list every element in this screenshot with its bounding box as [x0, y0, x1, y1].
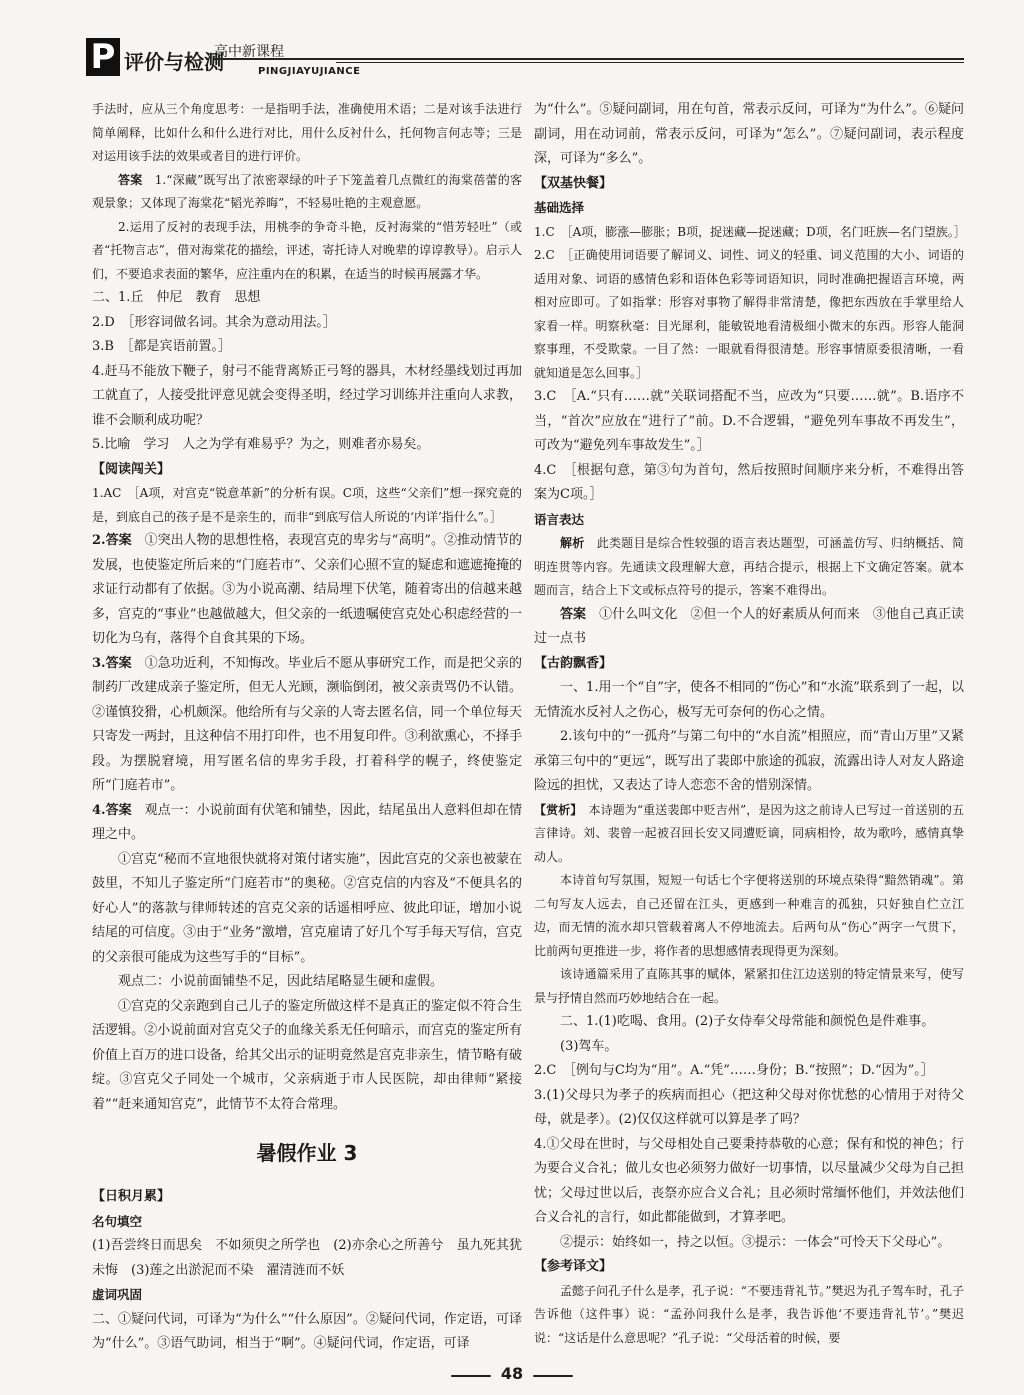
paragraph-text: 该诗通篇采用了直陈其事的赋体，紧紧扣住江边送别的特定情景来写，使写景与抒情自然而巧妙地结合在一起。	[534, 967, 964, 1005]
left-column	[92, 98, 522, 1357]
paragraph-text: 【古韵飘香】	[534, 655, 613, 671]
paragraph-text: 2.运用了反衬的表现手法，用桃李的争奇斗艳，反衬海棠的“惜芳轻吐”（或者“托物言志”，借对海棠花的描绘，评述，寄托诗人对晚辈的谆谆教导）。启示人们，不要追求表面的繁华，应注重内在的积累，在适当的时候再展露才华。	[92, 219, 522, 281]
paragraph-text: 孟懿子问孔子什么是孝，孔子说：“不要违背礼节。”樊迟为孔子驾车时，孔子告诉他（这件事）说：“孟孙问我什么是孝，我告诉他‘不要违背礼节’。”樊迟说：“这话是什么意思呢？”孔子说：“父母活着的时候，要	[534, 1283, 964, 1345]
paragraph	[92, 482, 522, 529]
paragraph-text: 一、1.用一个“自”字，使各不相同的“伤心”和“水流”联系到了一起，以无情流水反衬人之伤心，极写无可奈何的伤心之情。	[534, 680, 964, 720]
paragraph	[534, 532, 964, 603]
subsection-heading	[92, 1283, 522, 1308]
paragraph-text: 【日积月累】	[92, 1189, 171, 1204]
chapter-title	[92, 1139, 522, 1167]
paragraph	[534, 98, 964, 172]
paragraph	[92, 970, 522, 995]
paragraph-text: 【阅读闯关】	[92, 461, 171, 477]
paragraph-text: 2.D ［形容词做名词。其余为意动用法。］	[92, 314, 336, 330]
paragraph-text: 语言表达	[534, 511, 585, 527]
answer-label: 答案	[560, 606, 587, 622]
paragraph-text: 本诗题为“重送裴郎中贬吉州”，是因为这之前诗人已写过一首送别的五言律诗。刘、裴曾一起被召回长安又同遭贬谪，同病相怜，故为歌吟，感情真挚动人。	[534, 802, 964, 864]
paragraph	[534, 725, 964, 799]
paragraph	[534, 799, 964, 870]
paragraph-text: ①宫克的父亲跑到自己儿子的鉴定所做这样不是真正的鉴定似不符合生活逻辑。②小说前面对宫克父子的血缘关系无任何暗示，而宫克的鉴定所有价值上百万的进口设备，给其父出示的证明竟然是宫克非亲生，情节略有破绽。③宫克父子同处一个城市，父亲病逝于市人民医院，却由律师“紧接着”“赶来通知宫克”，此情节不太符合常理。	[92, 998, 522, 1112]
paragraph-text: 2.C ［例句与C均为“用”。A.“凭”……身份；B.“按照”；D.“因为”。］	[534, 1063, 934, 1078]
paragraph	[534, 244, 964, 385]
footer-ornament-right	[533, 1375, 573, 1377]
subsection-heading	[534, 196, 964, 221]
header-pinyin: PINGJIAYUJIANCE	[258, 66, 361, 77]
paragraph	[92, 1234, 522, 1283]
paragraph	[534, 1280, 964, 1351]
paragraph-text: 此类题目是综合性较强的语言表达题型，可涵盖仿写、归纳概括、简明连贯等内容。先通读文段理解大意，再结合提示，根据上下文确定答案。就本题而言，结合上下文或标点符号的提示，答案不难得出。	[534, 536, 964, 597]
page-footer	[0, 1362, 1024, 1389]
paragraph	[92, 335, 522, 360]
paragraph-text: ①突出人物的思想性格，表现宫克的卑劣与“高明”。②推动情节的发展，也使鉴定所后来的“门庭若市”、父亲们心照不宣的疑虑和遮遮掩掩的求证行动都有了依据。③为小说高潮、结局埋下伏笔，随着寄出的信越来越多，宫克的“事业”也越做越大，但父亲的一纸遗嘱使宫克处心积虑经营的一切化为乌有，落得个自食其果的下场。	[92, 533, 522, 646]
paragraph-text: 基础选择	[534, 200, 585, 215]
paragraph-text: 手法时，应从三个角度思考：一是指明手法，准确使用术语；二是对该手法进行简单阐释，比如什么和什么进行对比，用什么反衬什么，托何物言何志等；三是对运用该手法的效果或者目的进行评价。	[92, 102, 522, 163]
paragraph	[534, 1231, 964, 1256]
section-heading	[534, 652, 964, 677]
paragraph	[534, 385, 964, 459]
paragraph-text: 观点一：小说前面有伏笔和铺垫，因此，结尾虽出人意料但却在情理之中。	[92, 802, 522, 842]
paragraph-text: 5.比喻 学习 人之为学有难易乎？为之，则难者亦易矣。	[92, 437, 430, 452]
paragraph	[92, 169, 522, 216]
answer-label: 4.答案	[92, 802, 132, 818]
right-column	[534, 98, 964, 1350]
paragraph-text: 二、①疑问代词，可译为“为什么”“什么原因”。②疑问代词，作定语，可译为“什么”。③语气助词，相当于“啊”。④疑问代词，作定语，可译	[92, 1311, 522, 1351]
paragraph-text: 1.C ［A项，膨涨—膨胀；B项，捉迷藏—捉迷藏；D项，名门旺族—名门望族。］	[534, 224, 966, 239]
paragraph-text: ①急功近利，不知悔改。毕业后不愿从事研究工作，而是把父亲的制药厂改建成亲子鉴定所，但无人光顾，濒临倒闭，被父亲责骂仍不认错。②谨慎狡猾，心机颇深。他给所有与父亲的人寄去匿名信，同一个单位每天只寄发一两封，且这种信不用打印件，也不用复印件。③利欲熏心，不择手段。为摆脱窘境，用写匿名信的卑劣手段，打着科学的幌子，终使鉴定所“门庭若市”。	[92, 655, 522, 793]
paragraph-text: 4.①父母在世时，与父母相处自己要秉持恭敬的心意；保有和悦的神色；行为要合义合礼；做儿女也必须努力做好一切事情，以尽量减少父母为自己担忧；父母过世以后，丧祭亦应合义合礼；且必须时常缅怀他们，并效法他们合义合礼的言行，如此都能做到，才算孝吧。	[534, 1136, 964, 1225]
paragraph	[92, 529, 522, 652]
paragraph	[92, 216, 522, 287]
paragraph	[534, 603, 964, 652]
paragraph	[92, 652, 522, 799]
paragraph-text: 4.赶马不能放下鞭子，射弓不能背离矫正弓弩的器具，木材经墨线划过再加工就直了，人接受批评意见就会变得圣明，经过学习训练并注重向人求教，谁不会顺利成功呢？	[92, 363, 522, 428]
paragraph	[534, 963, 964, 1010]
paragraph	[534, 1133, 964, 1231]
paragraph-text: 二、1.丘 仲尼 教育 思想	[92, 290, 261, 305]
paragraph-text: 3.C ［A.“只有……就”关联词搭配不当，应改为“只要……就”。B.语序不当，“首次”应放在“进行了”前。D.不合逻辑，“避免列车事故不再发生”，可改为“避免列车事故发生”。］	[534, 389, 964, 453]
paragraph	[92, 433, 522, 458]
page-header	[86, 38, 966, 84]
paragraph	[92, 360, 522, 434]
subsection-heading	[534, 508, 964, 533]
paragraph	[92, 995, 522, 1118]
answer-label: 【赏析】	[534, 802, 577, 817]
paragraph	[92, 286, 522, 311]
paragraph	[534, 1059, 964, 1084]
paragraph-text: 名句填空	[92, 1213, 143, 1229]
paragraph-text: ①宫克“秘而不宣地很快就将对策付诸实施”，因此宫克的父亲也被蒙在鼓里，不知儿子鉴定所“门庭若市”的奥秘。②宫克信的内容及“不便具名的好心人”的落款与律师转述的宫克父亲的话遥相呼应、彼此印证，增加小说结尾的可信度。③由于“业务”激增，宫克雇请了好几个写手每天写信，宫克的父亲很可能成为这些写手的“目标”。	[92, 851, 522, 965]
paragraph-text: (3)驾车。	[560, 1038, 618, 1054]
paragraph	[534, 459, 964, 508]
header-rule-thin	[336, 62, 964, 63]
section-heading	[92, 458, 522, 483]
paragraph-text: 为“什么”。⑤疑问副词，用在句首，常表示反问，可译为“为什么”。⑥疑问副词，用在动词前，常表示反问，可译为“怎么”。⑦疑问副词，表示程度深，可译为“多么”。	[534, 102, 964, 166]
paragraph-text: 4.C ［根据句意，第③句为首句，然后按照时间顺序来分析，不难得出答案为C项。］	[534, 462, 964, 502]
footer-ornament-left	[451, 1375, 491, 1377]
paragraph	[534, 676, 964, 725]
paragraph	[92, 311, 522, 336]
answer-label: 3.答案	[92, 655, 132, 671]
paragraph-text: 【双基快餐】	[534, 175, 613, 191]
answer-label: 2.答案	[92, 533, 132, 548]
answer-label: 答案	[118, 172, 143, 187]
header-subtitle: 高中新课程	[214, 44, 284, 60]
paragraph	[92, 1308, 522, 1357]
paragraph-text: 3.B ［都是宾语前置。］	[92, 339, 231, 354]
paragraph-text: 观点二：小说前面铺垫不足，因此结尾略显生硬和虚假。	[118, 974, 444, 989]
paragraph-text: 2.C ［正确使用词语要了解词义、词性、词义的轻重、词义范围的大小、词语的适用对象、词语的感情色彩和语体色彩等词语知识，同时准确把握语言环境，两相对应即可。了如指掌：形容对事物了解得非常清楚，像把东西放在手掌里给人家看一样。明察秋毫：目光犀利，能敏锐地看清极细小微末的东西。形容人能洞察事理，不受欺蒙。一目了然：一眼就看得很清楚。形容事情原委很清晰，一看就知道是怎么回事。］	[534, 248, 964, 380]
paragraph-text: 2.该句中的“一孤舟”与第二句中的“水自流”相照应，而“青山万里”又紧承第三句中的“更远”，既写出了裴郎中旅途的孤寂，流露出诗人对友人路途险远的担忧，又表达了诗人恋恋不舍的惜别深情。	[534, 729, 964, 793]
paragraph-text: 1.AC ［A项，对宫克“锐意革新”的分析有误。C项，这些“父亲们”想一探究竟的是，到底自己的孩子是不是亲生的，而非“到底写信人所说的‘内详’指什么”。］	[92, 486, 522, 524]
paragraph-text: (1)吾尝终日而思矣 不如须臾之所学也 (2)亦余心之所善兮 虽九死其犹未悔 (3)莲之出淤泥而不染 濯清涟而不妖	[92, 1238, 522, 1278]
paragraph-text: ②提示：始终如一，持之以恒。③提示：一体会“可怜天下父母心”。	[560, 1234, 951, 1250]
logo-mark: P	[86, 38, 120, 76]
answer-label: 解析	[560, 536, 585, 550]
paragraph-text: 1.“深藏”既写出了浓密翠绿的叶子下笼盖着几点微红的海棠蓓蕾的客观景象；又体现了海棠花“韬光养晦”，不轻易吐艳的主观意愿。	[92, 172, 522, 210]
paragraph	[534, 221, 964, 245]
section-heading	[534, 1255, 964, 1280]
paragraph-text: ①什么叫文化 ②但一个人的好素质从何而来 ③他自己真正读过一点书	[534, 606, 964, 646]
paragraph	[534, 1010, 964, 1035]
paragraph-text: 虚词巩固	[92, 1287, 143, 1302]
paragraph	[92, 98, 522, 169]
paragraph-text: 二、1.(1)吃喝、食用。(2)子女侍奉父母常能和颜悦色是件难事。	[560, 1014, 935, 1029]
logo-text: 评价与检测	[124, 50, 224, 74]
paragraph	[534, 1035, 964, 1060]
paragraph-text: 【参考译文】	[534, 1259, 613, 1274]
paragraph-text: 本诗首句写氛围，短短一句话七个字便将送别的环境点染得“黯然销魂”。第二句写友人远去，自己还留在江头，更感到一种难言的孤独，只好独自伫立江边，而无情的流水却只管载着离人不停地流去。后两句从“伤心”两字一气贯下，比前两句更推进一步，将作者的思想感情表现得更为深刻。	[534, 873, 964, 958]
page-number: 48	[500, 1364, 524, 1383]
section-heading	[92, 1185, 522, 1210]
paragraph	[92, 848, 522, 971]
section-heading	[534, 172, 964, 197]
paragraph-text: 暑假作业 3	[256, 1141, 358, 1165]
paragraph-text: 3.(1)父母只为孝子的疾病而担心（把这种父母对你忧愁的心情用于对待父母，就是孝）。(2)仅仅这样就可以算是孝了吗？	[534, 1087, 964, 1127]
paragraph	[534, 869, 964, 963]
paragraph	[534, 1084, 964, 1133]
paragraph	[92, 799, 522, 848]
subsection-heading	[92, 1210, 522, 1235]
